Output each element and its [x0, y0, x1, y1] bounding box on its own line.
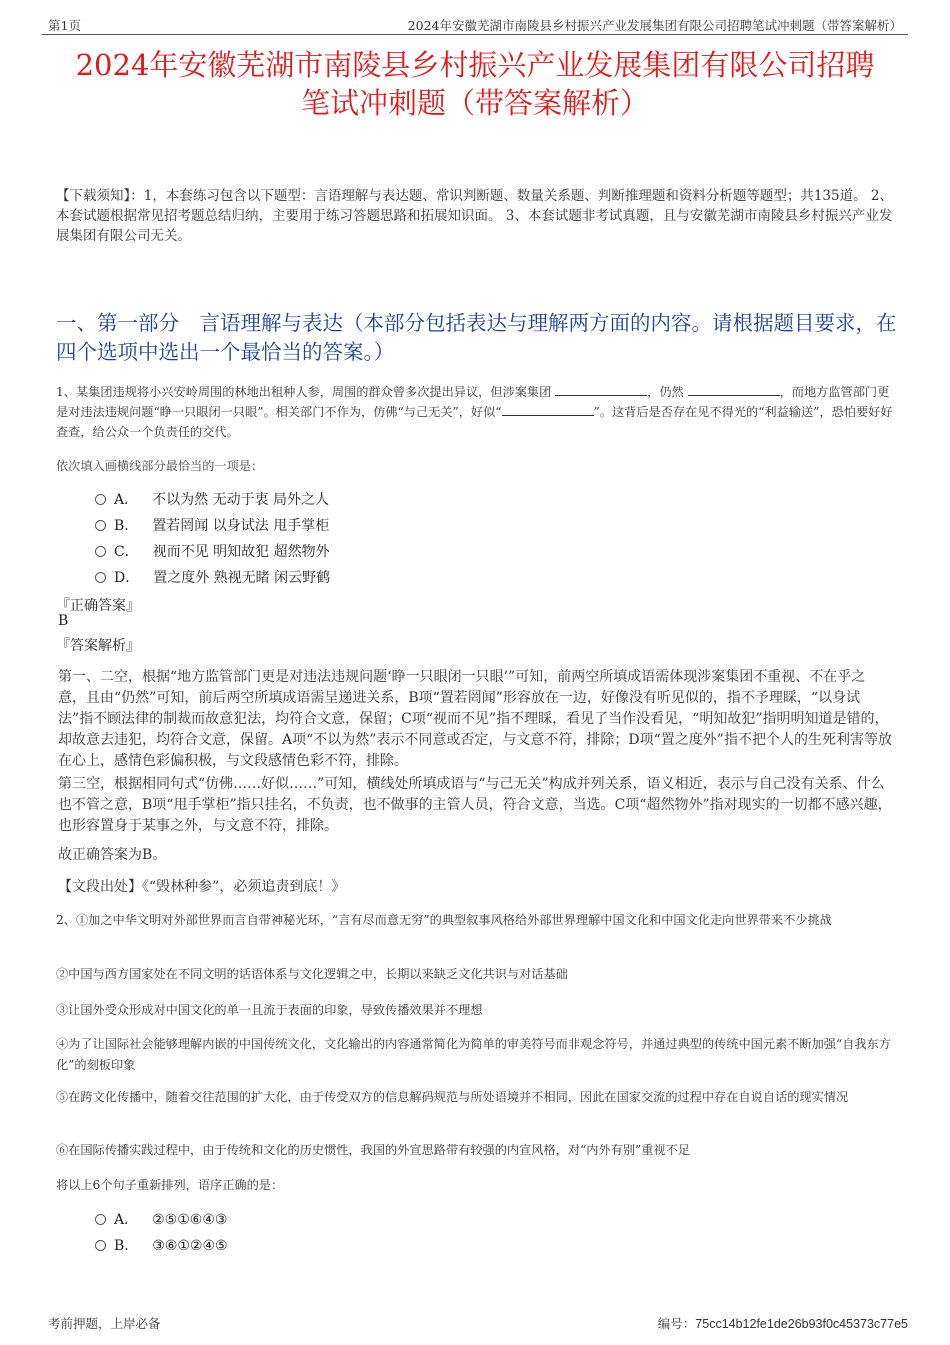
radio-icon[interactable] [95, 494, 106, 505]
analysis-label: 『答案解析』 [56, 638, 140, 654]
q1-option-a[interactable]: A． 不以为然 无动于衷 局外之人 [95, 489, 329, 511]
footer-slogan: 考前押题，上岸必备 [48, 1316, 161, 1331]
radio-icon[interactable] [95, 520, 106, 531]
answer-label: 『正确答案』 [56, 598, 140, 614]
analysis-paragraph-1: 第一、二空，根据“地方监管部门更是对违法违规问题‘睁一只眼闭一只眼’”可知，前两空所填成语需体现涉案集团不重视、不在乎之意，且由“仍然”可知，前后两空所填成语需呈递进关系，B项“置若罔闻”形容放在一边，好像没有听见似的，指不予理睬，“以身试法”指不顾法律的制裁而故意犯法，均符合文意，保留；C项“视而不见”指不理睬，看见了当作没看见，“明知故犯”指明明知道是错的，却故意去违犯，均符合文意，保留。A项“不以为然”表示不同意或否定，与文意不符，排除；D项“置之度外”指不把个人的生死利害等放在心上，感情色彩偏积极，与文段感情色彩不符，排除。 [58, 669, 892, 769]
download-notice: 【下载须知】：1，本套练习包含以下题型：言语理解与表达题、常识判断题、数量关系题、判断推理题和资料分析题等题型；共135道。 2、本套试题根据常见招考题总结归纳，主要用于练习答题思路和拓展知识面。 3、本套试题非考试真题，且与安徽芜湖市南陵县乡村振兴产业发展集团有限公司无关。 [56, 188, 893, 244]
q2-option-b[interactable]: B． ③⑥①②④⑤ [95, 1235, 228, 1257]
q2-sentence-5: ⑤在跨文化传播中，随着交往范围的扩大化，由于传受双方的信息解码规范与所处语境并不相同，因此在国家交流的过程中存在自说自话的现实情况 [56, 1090, 849, 1104]
radio-icon[interactable] [95, 572, 106, 583]
source-citation: 【文段出处】《“毁林种参”，必须追责到底！》 [58, 879, 346, 895]
question-1-stem: 1、某集团违规将小兴安岭周围的林地出租种人参，周围的群众曾多次提出异议，但涉案集团 ，仍然 ，而地方监管部门更是对违法违规问题“睁一只眼闭一只眼”。相关部门不作为，仿佛“与己无关”，好似“ ”。这背后是否存在见不得光的“利益输送”，恐怕要好好查查，给公众一个负责任的交代。 [56, 385, 893, 439]
q2-sentence-4: ④为了让国际社会能够理解内嵌的中国传统文化，文化输出的内容通常简化为简单的审美符号而非观念符号，并通过典型的传统中国元素不断加强“自我东方化”的刻板印象 [56, 1037, 891, 1072]
analysis-paragraph-2: 第三空，根据相同句式“仿佛……好似……”可知，横线处所填成语与“与己无关”构成并列关系，语义相近，表示与自己没有关系、什么也不管之意，B项“甩手掌柜”指只挂名，不负责，也不做事的主管人员，符合文意，当选。C项“超然物外”指对现实的一切都不感兴趣，也形容置身于某事之外，与文意不符，排除。 [58, 776, 892, 834]
q1-option-d[interactable]: D． 置之度外 熟视无睹 闲云野鹤 [95, 567, 330, 589]
header-doc-title: 2024年安徽芜湖市南陵县乡村振兴产业发展集团有限公司招聘笔试冲刺题（带答案解析） [407, 18, 902, 33]
page-number: 第1页 [48, 18, 81, 33]
page-title [50, 46, 900, 122]
answer-value: B [58, 613, 69, 629]
q2-sentence-6: ⑥在国际传播实践过程中，由于传统和文化的历史惯性，我国的外宣思路带有较强的内宣风格，对“内外有别”重视不足 [56, 1143, 691, 1157]
q1-option-c[interactable]: C． 视而不见 明知故犯 超然物外 [95, 541, 330, 563]
question-1-prompt: 依次填入画横线部分最恰当的一项是： [56, 459, 264, 473]
q1-option-b[interactable]: B． 置若罔闻 以身试法 甩手掌柜 [95, 515, 329, 537]
title-line-1: 2024年安徽芜湖市南陵县乡村振兴产业发展集团有限公司招聘 [75, 48, 875, 82]
blank-3 [502, 403, 594, 416]
blank-1 [555, 383, 647, 396]
title-line-2: 笔试冲刺题（带答案解析） [300, 86, 649, 120]
q2-option-a[interactable]: A． ②⑤①⑥④③ [95, 1209, 227, 1231]
radio-icon[interactable] [95, 1214, 106, 1225]
section-heading: 一、第一部分 言语理解与表达（本部分包括表达与理解两方面的内容。请根据题目要求，在四个选项中选出一个最恰当的答案。） [56, 311, 897, 364]
footer-code: 编号：75cc14b12fe1de26b93f0c45373c77e5 [657, 1316, 908, 1331]
q2-sentence-2: ②中国与西方国家处在不同文明的话语体系与文化逻辑之中，长期以来缺乏文化共识与对话基础 [56, 967, 568, 981]
radio-icon[interactable] [95, 1240, 106, 1251]
q2-prompt: 将以上6个句子重新排列，语序正确的是： [56, 1178, 284, 1192]
q2-sentence-1: 2、①加之中华文明对外部世界而言自带神秘光环，“言有尽而意无穷”的典型叙事风格给外部世界理解中国文化和中国文化走向世界带来不少挑战 [56, 913, 832, 927]
blank-2 [688, 383, 780, 396]
q2-sentence-3: ③让国外受众形成对中国文化的单一且流于表面的印象，导致传播效果并不理想 [56, 1003, 483, 1017]
radio-icon[interactable] [95, 546, 106, 557]
analysis-conclusion: 故正确答案为B。 [58, 847, 167, 863]
page-header [42, 14, 908, 35]
